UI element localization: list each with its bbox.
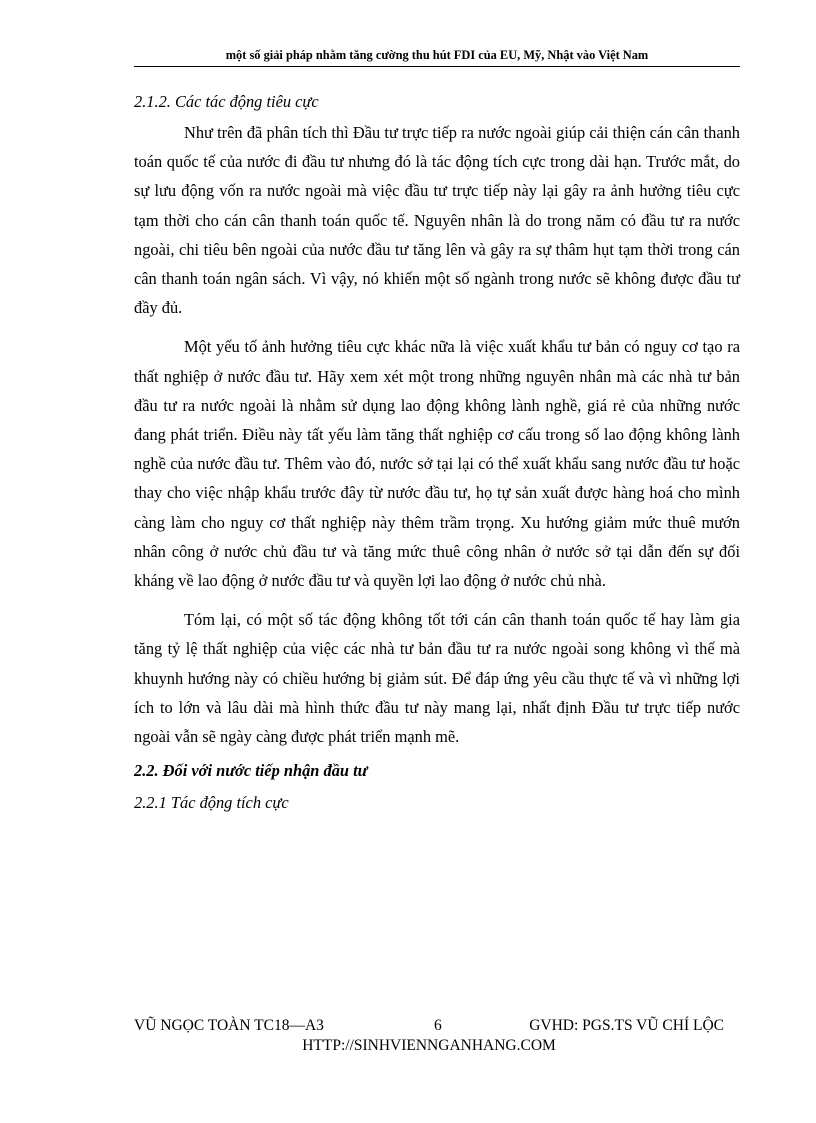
section-heading-2-1-2: 2.1.2. Các tác động tiêu cực xyxy=(134,92,319,111)
footer-author: VŨ NGỌC TOÀN TC18—A3 xyxy=(134,1017,324,1034)
page-body xyxy=(134,90,740,815)
section-heading-2-2-1: 2.2.1 Tác động tích cực xyxy=(134,793,289,813)
footer-url: HTTP://SINHVIENNGANHANG.COM xyxy=(302,1037,556,1054)
paragraph: Như trên đã phân tích thì Đầu tư trực tiếp ra nước ngoài giúp cải thiện cán cân thanh toán quốc tế của nước đi đầu tư nhưng đó là tác động tích cực trong dài hạn. Trước mắt, do sự lưu động vốn ra nước ngoài mà việc đầu tư trực tiếp này lại gây ra ảnh hưởng tiêu cực tạm thời cho cán cân thanh toán quốc tế. Nguyên nhân là do trong năm có đầu tư ra nước ngoài, chi tiêu bên ngoài của nước đầu tư tăng lên và gây ra sự thâm hụt tạm thời trong cán cân thanh toán ngân sách. Vì vậy, nó khiến một số ngành trong nước sẽ không được đầu tư đầy đủ. xyxy=(134,123,740,318)
paragraph: Một yếu tố ảnh hưởng tiêu cực khác nữa là việc xuất khẩu tư bản có nguy cơ tạo ra thất nghiệp ở nước đầu tư. Hãy xem xét một trong những nguyên nhân mà các nhà tư bản đầu tư ra nước ngoài là nhằm sử dụng lao động không lành nghề, giá rẻ của những nước đang phát triển. Điều này tất yếu làm tăng thất nghiệp cơ cấu trong số lao động không lành nghề của nước đầu tư. Thêm vào đó, nước sở tại lại có thể xuất khẩu sang nước đầu tư hoặc thay cho việc nhập khẩu trước đây từ nước đầu tư, họ tự sản xuất được hàng hoá cho mình càng làm cho nguy cơ thất nghiệp này thêm trầm trọng. Xu hướng giảm mức thuê mướn nhân công ở nước chủ đầu tư và tăng mức thuê công nhân ở nước sở tại dẫn đến sự đối kháng về lao động ở nước đầu tư và quyền lợi lao động ở nước chủ nhà. xyxy=(134,337,740,591)
paragraph: Tóm lại, có một số tác động không tốt tới cán cân thanh toán quốc tế hay làm gia tăng tỷ lệ thất nghiệp của việc các nhà tư bản đầu tư ra nước ngoài song không vì thế mà khuynh hướng này có chiều hướng bị giảm sút. Để đáp ứng yêu cầu thực tế và vì những lợi ích to lớn và lâu dài mà hình thức đầu tư này mang lại, nhất định Đầu tư trực tiếp nước ngoài vẫn sẽ ngày càng được phát triển mạnh mẽ. xyxy=(134,610,740,747)
header-divider xyxy=(134,66,740,67)
page-footer xyxy=(134,1017,724,1055)
footer-advisor: GVHD: PGS.TS VŨ CHÍ LỘC xyxy=(529,1017,724,1034)
section-heading-2-2: 2.2. Đối với nước tiếp nhận đầu tư xyxy=(134,761,368,781)
page-number: 6 xyxy=(434,1017,442,1034)
running-header: một số giải pháp nhằm tăng cường thu hút FDI của EU, Mỹ, Nhật vào Việt Nam xyxy=(225,48,649,62)
